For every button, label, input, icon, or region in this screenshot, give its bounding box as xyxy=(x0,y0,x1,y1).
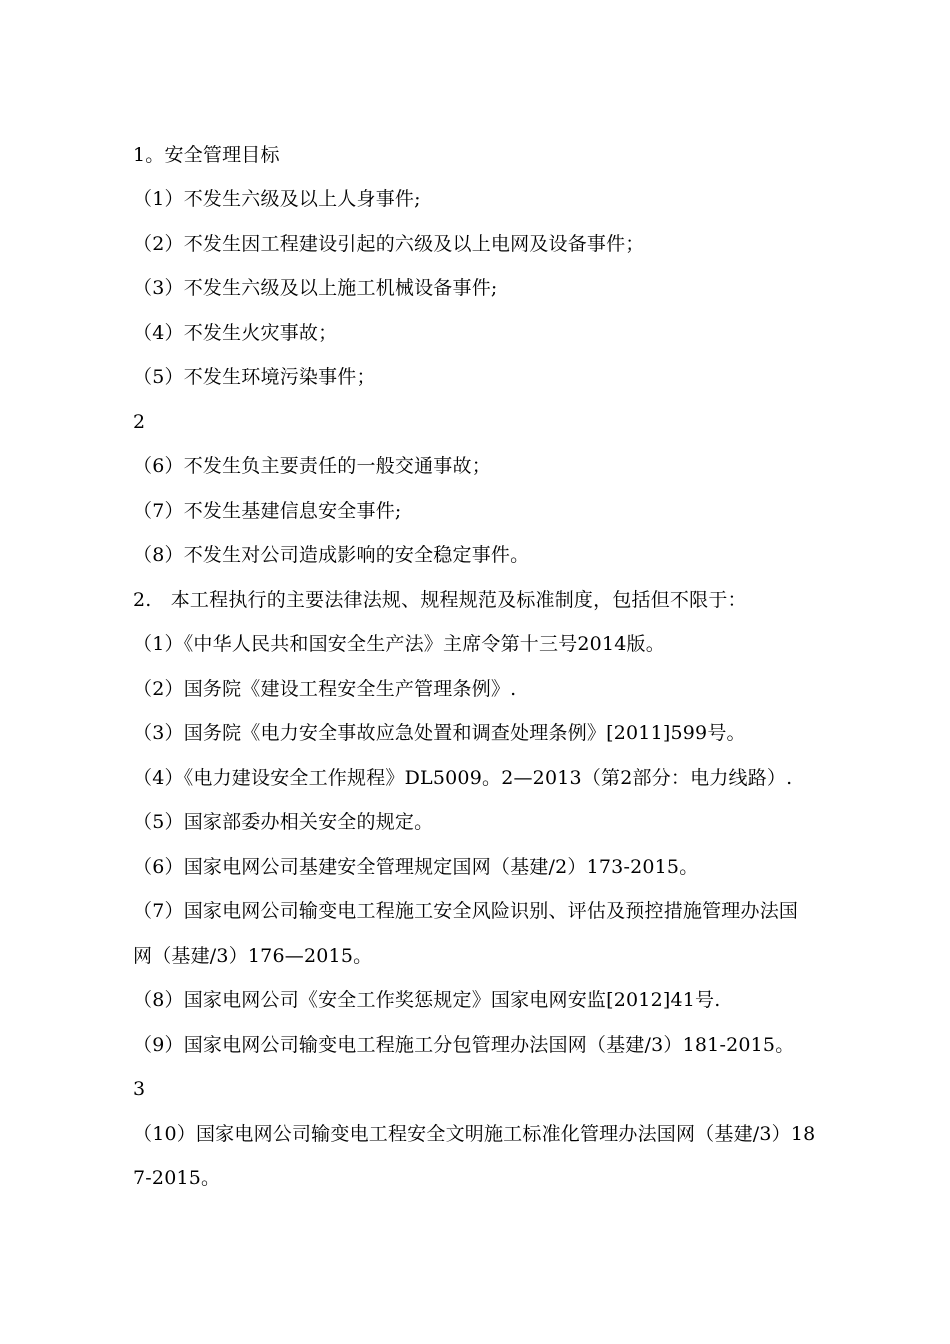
goal-item-1: （1）不发生六级及以上人身事件; xyxy=(133,188,421,210)
goal-item-6: （6）不发生负主要责任的一般交通事故； xyxy=(133,455,491,477)
regulation-item-6: （6）国家电网公司基建安全管理规定国网（基建/2）173-2015。 xyxy=(133,856,699,878)
page-marker-2: 2 xyxy=(133,411,146,433)
section-heading-safety-goals: 1。安全管理目标 xyxy=(133,144,280,166)
goal-item-4: （4）不发生火灾事故； xyxy=(133,322,338,344)
regulation-item-1: （1）《中华人民共和国安全生产法》主席令第十三号2014版。 xyxy=(133,633,665,655)
page-marker-3: 3 xyxy=(133,1078,146,1100)
regulation-item-8: （8）国家电网公司《安全工作奖惩规定》国家电网安监[2012]41号. xyxy=(133,989,721,1011)
regulation-item-10-line-2: 7-2015。 xyxy=(133,1167,221,1189)
goal-item-3: （3）不发生六级及以上施工机械设备事件; xyxy=(133,277,498,299)
goal-item-2: （2）不发生因工程建设引起的六级及以上电网及设备事件； xyxy=(133,233,645,255)
regulation-item-7-line-2: 网（基建/3）176—2015。 xyxy=(133,945,373,967)
regulation-item-7-line-1: （7）国家电网公司输变电工程施工安全风险识别、评估及预控措施管理办法国 xyxy=(133,900,799,922)
section-heading-regulations: 2. 本工程执行的主要法律法规、规程规范及标准制度，包括但不限于： xyxy=(133,589,747,611)
goal-item-8: （8）不发生对公司造成影响的安全稳定事件。 xyxy=(133,544,530,566)
regulation-item-4: （4）《电力建设安全工作规程》DL5009。2—2013（第2部分：电力线路）. xyxy=(133,767,793,789)
goal-item-7: （7）不发生基建信息安全事件; xyxy=(133,500,402,522)
regulation-item-5: （5）国家部委办相关安全的规定。 xyxy=(133,811,434,833)
goal-item-5: （5）不发生环境污染事件； xyxy=(133,366,376,388)
regulation-item-2: （2）国务院《建设工程安全生产管理条例》. xyxy=(133,678,517,700)
regulation-item-10-line-1: （10）国家电网公司输变电工程安全文明施工标准化管理办法国网（基建/3）18 xyxy=(133,1123,816,1145)
regulation-item-9: （9）国家电网公司输变电工程施工分包管理办法国网（基建/3）181-2015。 xyxy=(133,1034,795,1056)
regulation-item-3: （3）国务院《电力安全事故应急处置和调查处理条例》[2011]599号。 xyxy=(133,722,746,744)
